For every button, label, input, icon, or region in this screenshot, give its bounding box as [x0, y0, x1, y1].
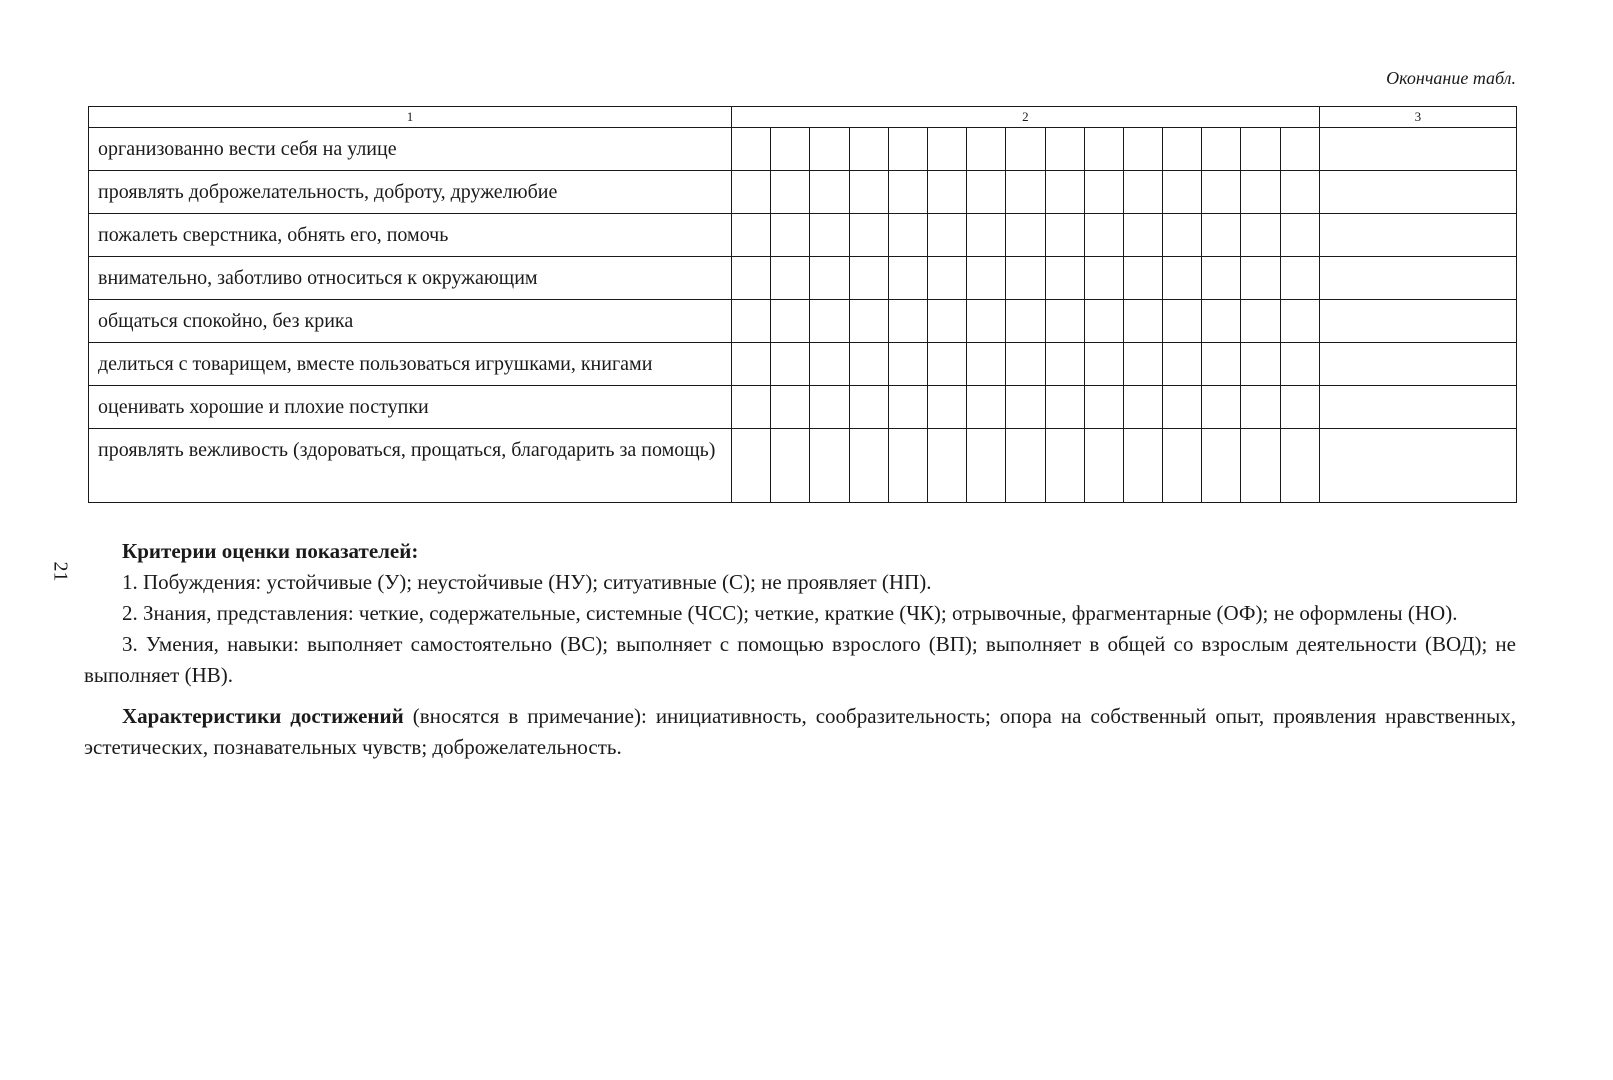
table-row — [89, 300, 1517, 343]
rating-cell — [1163, 257, 1202, 300]
rating-cell — [1202, 429, 1241, 503]
rating-cell — [1241, 429, 1280, 503]
rating-cell — [1084, 171, 1123, 214]
rating-cell — [967, 300, 1006, 343]
note-cell — [1319, 128, 1516, 171]
rating-cell — [1045, 171, 1084, 214]
rating-cell — [849, 128, 888, 171]
rating-cell — [927, 386, 966, 429]
rating-cell — [1045, 257, 1084, 300]
criteria-item: 3. Умения, навыки: выполняет самостоятельно (ВС); выполняет с помощью взрослого (ВП); выполняет в общей со взрослым деятельности (ВОД); не выполняет (НВ). — [84, 632, 1516, 687]
rating-cell — [810, 386, 849, 429]
note-cell — [1319, 257, 1516, 300]
note-cell — [1319, 343, 1516, 386]
rating-cell — [1006, 386, 1045, 429]
rating-cell — [888, 257, 927, 300]
skill-label: пожалеть сверстника, обнять его, помочь — [89, 214, 732, 257]
rating-cell — [967, 429, 1006, 503]
rating-cell — [849, 171, 888, 214]
rating-cell — [732, 343, 771, 386]
rating-cell — [967, 171, 1006, 214]
rating-cell — [810, 214, 849, 257]
criteria-item: 1. Побуждения: устойчивые (У); неустойчивые (НУ); ситуативные (С); не проявляет (НП). — [122, 570, 932, 594]
rating-cell — [1163, 343, 1202, 386]
skill-label: внимательно, заботливо относиться к окружающим — [89, 257, 732, 300]
table-row — [89, 386, 1517, 429]
table-row — [89, 429, 1517, 503]
rating-cell — [1123, 214, 1162, 257]
rating-cell — [1280, 128, 1319, 171]
note-cell — [1319, 300, 1516, 343]
rating-cell — [1202, 171, 1241, 214]
rating-cell — [771, 128, 810, 171]
rating-cell — [1202, 386, 1241, 429]
criteria-item: 2. Знания, представления: четкие, содержательные, системные (ЧСС); четкие, краткие (ЧК); отрывочные, фрагментарные (ОФ); не оформлены (НО). — [122, 601, 1458, 625]
rating-cell — [967, 128, 1006, 171]
rating-cell — [1280, 214, 1319, 257]
rating-cell — [1084, 128, 1123, 171]
column-header: 2 — [732, 107, 1320, 128]
rating-cell — [888, 343, 927, 386]
rating-cell — [1006, 429, 1045, 503]
rating-cell — [849, 386, 888, 429]
rating-cell — [1241, 214, 1280, 257]
rating-cell — [1123, 386, 1162, 429]
table-row — [89, 257, 1517, 300]
rating-cell — [927, 343, 966, 386]
rating-cell — [1084, 429, 1123, 503]
rating-cell — [1202, 343, 1241, 386]
skill-label: делиться с товарищем, вместе пользоваться игрушками, книгами — [89, 343, 732, 386]
rating-cell — [888, 128, 927, 171]
rating-cell — [927, 429, 966, 503]
rating-cell — [849, 343, 888, 386]
rating-cell — [1123, 343, 1162, 386]
rating-cell — [888, 214, 927, 257]
rating-cell — [1241, 343, 1280, 386]
rating-cell — [849, 214, 888, 257]
rating-cell — [1280, 300, 1319, 343]
rating-cell — [1045, 386, 1084, 429]
rating-cell — [1241, 257, 1280, 300]
skill-label: проявлять вежливость (здороваться, прощаться, благодарить за помощь) — [89, 429, 732, 503]
table-row — [89, 214, 1517, 257]
rating-cell — [1241, 128, 1280, 171]
rating-cell — [1280, 429, 1319, 503]
rating-cell — [1045, 214, 1084, 257]
rating-cell — [771, 171, 810, 214]
rating-cell — [888, 429, 927, 503]
rating-cell — [1084, 214, 1123, 257]
rating-cell — [927, 300, 966, 343]
rating-cell — [1084, 343, 1123, 386]
rating-cell — [1280, 171, 1319, 214]
rating-cell — [1163, 300, 1202, 343]
table-header-row — [89, 107, 1517, 128]
rating-cell — [732, 386, 771, 429]
rating-cell — [1202, 300, 1241, 343]
rating-cell — [1006, 343, 1045, 386]
rating-cell — [967, 386, 1006, 429]
rating-cell — [1084, 386, 1123, 429]
rating-cell — [1123, 128, 1162, 171]
rating-cell — [810, 171, 849, 214]
rating-cell — [732, 128, 771, 171]
column-header: 3 — [1319, 107, 1516, 128]
rating-cell — [1006, 214, 1045, 257]
rating-cell — [771, 257, 810, 300]
rating-cell — [1202, 214, 1241, 257]
criteria-section — [84, 536, 1516, 763]
note-cell — [1319, 171, 1516, 214]
rating-cell — [1084, 257, 1123, 300]
rating-cell — [927, 214, 966, 257]
achievements-text: (вносятся в примечание): инициативность, сообразительность; опора на собственный опыт, проявления нравственных, эстетических, познавательных чувств; доброжелательность. — [84, 704, 1516, 759]
rating-cell — [1045, 343, 1084, 386]
rating-cell — [1006, 128, 1045, 171]
table-row — [89, 171, 1517, 214]
rating-cell — [1006, 257, 1045, 300]
skill-label: организованно вести себя на улице — [89, 128, 732, 171]
rating-cell — [1163, 214, 1202, 257]
rating-cell — [771, 214, 810, 257]
achievements-paragraph — [84, 701, 1516, 763]
table-row — [89, 128, 1517, 171]
rating-cell — [1123, 257, 1162, 300]
assessment-table — [88, 106, 1517, 503]
rating-cell — [1045, 128, 1084, 171]
rating-cell — [1006, 300, 1045, 343]
rating-cell — [1280, 386, 1319, 429]
rating-cell — [888, 171, 927, 214]
rating-cell — [1280, 343, 1319, 386]
rating-cell — [1045, 429, 1084, 503]
rating-cell — [849, 300, 888, 343]
rating-cell — [771, 343, 810, 386]
rating-cell — [732, 257, 771, 300]
rating-cell — [732, 214, 771, 257]
rating-cell — [810, 128, 849, 171]
rating-cell — [967, 214, 1006, 257]
rating-cell — [1045, 300, 1084, 343]
achievements-label: Характеристики достижений — [122, 704, 404, 728]
rating-cell — [1123, 300, 1162, 343]
rating-cell — [732, 300, 771, 343]
rating-cell — [1123, 429, 1162, 503]
rating-cell — [1163, 171, 1202, 214]
rating-cell — [732, 429, 771, 503]
rating-cell — [1163, 128, 1202, 171]
rating-cell — [771, 300, 810, 343]
column-header: 1 — [89, 107, 732, 128]
rating-cell — [1123, 171, 1162, 214]
rating-cell — [1163, 386, 1202, 429]
rating-cell — [1202, 257, 1241, 300]
rating-cell — [1163, 429, 1202, 503]
rating-cell — [1280, 257, 1319, 300]
rating-cell — [927, 257, 966, 300]
rating-cell — [1202, 128, 1241, 171]
rating-cell — [967, 257, 1006, 300]
rating-cell — [810, 257, 849, 300]
note-cell — [1319, 429, 1516, 503]
table-row — [89, 343, 1517, 386]
rating-cell — [927, 171, 966, 214]
rating-cell — [1241, 300, 1280, 343]
rating-cell — [888, 386, 927, 429]
rating-cell — [810, 300, 849, 343]
criteria-title: Критерии оценки показателей: — [122, 539, 419, 563]
table-continuation-caption: Окончание табл. — [1386, 68, 1516, 88]
rating-cell — [849, 429, 888, 503]
rating-cell — [849, 257, 888, 300]
rating-cell — [927, 128, 966, 171]
page-number: 21 — [49, 561, 72, 582]
skill-label: проявлять доброжелательность, доброту, дружелюбие — [89, 171, 732, 214]
rating-cell — [771, 429, 810, 503]
skill-label: оценивать хорошие и плохие поступки — [89, 386, 732, 429]
rating-cell — [1241, 171, 1280, 214]
rating-cell — [1241, 386, 1280, 429]
skill-label: общаться спокойно, без крика — [89, 300, 732, 343]
rating-cell — [810, 429, 849, 503]
note-cell — [1319, 386, 1516, 429]
note-cell — [1319, 214, 1516, 257]
rating-cell — [1006, 171, 1045, 214]
rating-cell — [732, 171, 771, 214]
rating-cell — [967, 343, 1006, 386]
rating-cell — [888, 300, 927, 343]
rating-cell — [810, 343, 849, 386]
rating-cell — [771, 386, 810, 429]
rating-cell — [1084, 300, 1123, 343]
